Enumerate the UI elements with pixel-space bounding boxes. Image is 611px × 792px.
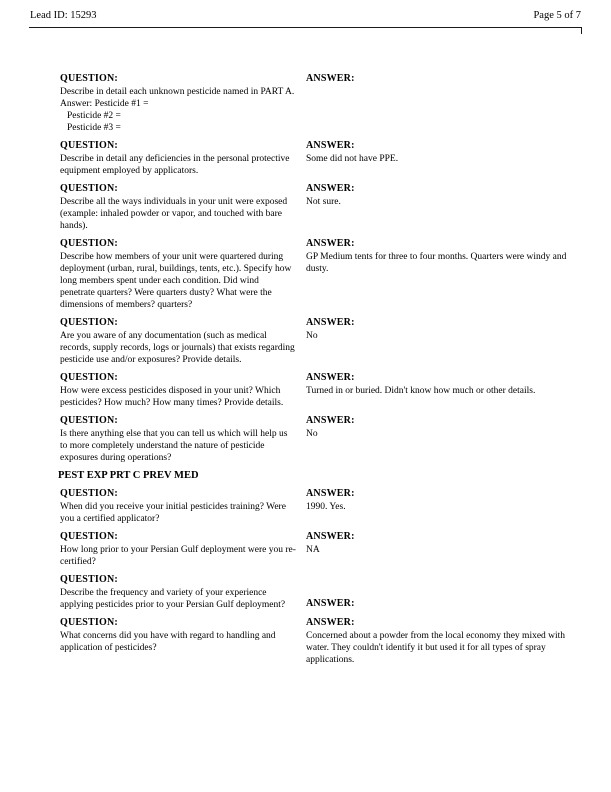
question-label: QUESTION:: [60, 317, 118, 328]
qa-item: [60, 237, 583, 311]
answer-text: NA: [306, 545, 320, 555]
answer-column: [306, 371, 583, 409]
divider-end-tick: [581, 28, 582, 34]
question-label: QUESTION:: [60, 488, 118, 499]
question-text: How long prior to your Persian Gulf deployment were you re-certified?: [60, 545, 296, 567]
answer-label: ANSWER:: [306, 617, 355, 628]
question-label: QUESTION:: [60, 617, 118, 628]
header-divider: [29, 27, 582, 28]
question-text: Is there anything else that you can tell us which will help us to more completely understand the nature of pesticide exposures during operations?: [60, 429, 288, 463]
qa-item: [60, 530, 583, 568]
page-number: Page 5 of 7: [533, 10, 581, 21]
answer-text: No: [306, 429, 318, 439]
qa-item: [60, 487, 583, 525]
answer-label: ANSWER:: [306, 372, 355, 383]
answer-column: [306, 597, 583, 611]
qa-item: [60, 573, 583, 611]
answer-column: [306, 139, 583, 177]
question-text: Describe how members of your unit were quartered during deployment (urban, rural, buildings, tents, etc.). Specify how long members spent under each condition. Did wind penetrate quarters? Were quarters dusty? What were the dimensions of members? quarters?: [60, 252, 292, 310]
question-label: QUESTION:: [60, 415, 118, 426]
answer-label: ANSWER:: [306, 531, 355, 542]
qa-content: [60, 72, 583, 671]
question-label: QUESTION:: [60, 140, 118, 151]
question-label: QUESTION:: [60, 183, 118, 194]
answer-text: Some did not have PPE.: [306, 154, 399, 164]
answer-text: GP Medium tents for three to four months. Quarters were windy and dusty.: [306, 252, 567, 274]
answer-label: ANSWER:: [306, 317, 355, 328]
question-text: When did you receive your initial pesticides training? Were you a certified applicator?: [60, 502, 286, 524]
question-text: Are you aware of any documentation (such as medical records, supply records, logs or journals) that exists regarding pesticide use and/or exposures? Provide details.: [60, 331, 295, 365]
answer-label: ANSWER:: [306, 598, 355, 609]
qa-item: [60, 316, 583, 366]
page-header: [30, 10, 581, 21]
qa-item: [60, 616, 583, 666]
question-label: QUESTION:: [60, 238, 118, 249]
answer-label: ANSWER:: [306, 415, 355, 426]
answer-label: ANSWER:: [306, 183, 355, 194]
question-text: Describe in detail each unknown pesticide named in PART A.: [60, 87, 295, 97]
question-column: [60, 573, 306, 611]
answer-label: ANSWER:: [306, 238, 355, 249]
answer-label: ANSWER:: [306, 488, 355, 499]
answer-text: Turned in or buried. Didn't know how much or other details.: [306, 386, 536, 396]
answer-column: [306, 616, 583, 666]
answer-label: ANSWER:: [306, 140, 355, 151]
question-column: [60, 72, 306, 134]
answer-text: No: [306, 331, 318, 341]
question-column: [60, 316, 306, 366]
lead-id: Lead ID: 15293: [30, 10, 97, 21]
pesticide-line: Pesticide #2 =: [67, 111, 121, 121]
answer-column: [306, 530, 583, 568]
pesticide-line: Answer: Pesticide #1 =: [60, 99, 149, 109]
question-label: QUESTION:: [60, 574, 118, 585]
answer-column: [306, 182, 583, 232]
answer-text: Not sure.: [306, 197, 341, 207]
question-text: What concerns did you have with regard to handling and application of pesticides?: [60, 631, 276, 653]
qa-item: [60, 414, 583, 464]
question-text: Describe the frequency and variety of your experience applying pesticides prior to your Persian Gulf deployment?: [60, 588, 286, 610]
question-column: [60, 139, 306, 177]
answer-text: 1990. Yes.: [306, 502, 346, 512]
answer-column: [306, 487, 583, 525]
answer-column: [306, 414, 583, 464]
question-column: [60, 487, 306, 525]
answer-text: Concerned about a powder from the local economy they mixed with water. They couldn't identify it but used it for all types of spray applications.: [306, 631, 566, 665]
question-text: Describe in detail any deficiencies in the personal protective equipment employed by applicators.: [60, 154, 290, 176]
pesticide-line: Pesticide #3 =: [67, 123, 121, 133]
question-column: [60, 237, 306, 311]
section-heading: PEST EXP PRT C PREV MED: [58, 470, 199, 481]
question-column: [60, 182, 306, 232]
qa-item: [60, 182, 583, 232]
answer-column: [306, 237, 583, 311]
question-label: QUESTION:: [60, 73, 118, 84]
question-label: QUESTION:: [60, 531, 118, 542]
qa-item: [60, 139, 583, 177]
question-text: Describe all the ways individuals in your unit were exposed (example: inhaled powder or vapor, and touched with bare hands).: [60, 197, 288, 231]
question-column: [60, 414, 306, 464]
answer-column: [306, 72, 583, 134]
answer-column: [306, 316, 583, 366]
question-text: How were excess pesticides disposed in your unit? Which pesticides? How much? How many times? Provide details.: [60, 386, 284, 408]
question-label: QUESTION:: [60, 372, 118, 383]
question-column: [60, 616, 306, 666]
question-column: [60, 530, 306, 568]
qa-item: [60, 371, 583, 409]
qa-item: [60, 72, 583, 134]
answer-label: ANSWER:: [306, 73, 355, 84]
question-column: [60, 371, 306, 409]
